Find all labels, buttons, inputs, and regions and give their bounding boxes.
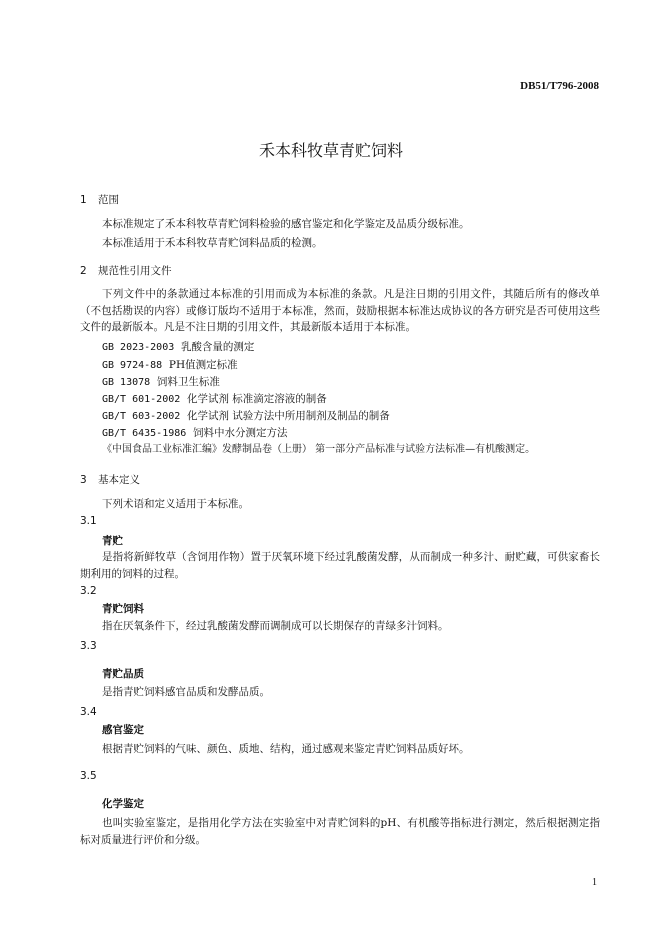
section-3-title: 基本定义	[98, 474, 140, 486]
section-1-heading	[80, 192, 119, 207]
definition-term: 青贮	[102, 535, 123, 547]
section-3-heading	[80, 472, 140, 487]
section-2-intro: 下列文件中的条款通过本标准的引用而成为本标准的条款。凡是注日期的引用文件，其随后所有的修改单（不包括勘误的内容）或修订版均不适用于本标准，然而，鼓励根据本标准达成协议的各方研究是否可使用这些文件的最新版本。凡是不注日期的引用文件，其最新版本适用于本标准。	[80, 288, 600, 333]
section-1-para-2: 本标准适用于禾本科牧草青贮饲料品质的检测。	[102, 237, 323, 249]
section-1-para-1: 本标准规定了禾本科牧草青贮饲料检验的感官鉴定和化学鉴定及品质分级标准。	[102, 218, 470, 230]
reference-code: GB/T 601-2002	[102, 394, 181, 405]
reference-item	[102, 374, 220, 392]
reference-item	[102, 339, 254, 357]
definition-text: 指在厌氧条件下，经过乳酸菌发酵而调制成可以长期保存的青绿多汁饲料。	[102, 620, 449, 632]
document-title: 禾本科牧草青贮饲料	[258, 141, 403, 160]
definition-number: 3.2	[80, 585, 97, 597]
reference-code: GB 2023-2003	[102, 342, 175, 353]
definition-term: 感官鉴定	[102, 724, 144, 736]
reference-name: 乳酸含量的测定	[180, 341, 255, 353]
section-3-intro: 下列术语和定义适用于本标准。	[102, 498, 249, 510]
reference-name: 化学试剂 标准滴定溶液的制备	[186, 393, 327, 405]
reference-code: GB 9724-88	[102, 360, 163, 371]
section-2-title: 规范性引用文件	[98, 265, 172, 277]
reference-item	[102, 357, 238, 375]
reference-item	[102, 425, 287, 443]
definition-number: 3.5	[80, 770, 97, 782]
definition-number: 3.4	[80, 706, 97, 718]
reference-code: GB 13078	[102, 377, 151, 388]
definition-text: 根据青贮饲料的气味、颜色、质地、结构，通过感观来鉴定青贮饲料品质好坏。	[102, 743, 470, 755]
definition-text: 是指将新鲜牧草（含饲用作物）置于厌氧环境下经过乳酸菌发酵，从而制成一种多汁、耐贮藏，可供家畜长期利用的饲料的过程。	[80, 551, 600, 580]
reference-code: GB/T 603-2002	[102, 411, 181, 422]
reference-name: 化学试剂 试验方法中所用制剂及制品的制备	[186, 410, 390, 422]
standard-code: DB51/T796-2008	[520, 80, 599, 92]
definition-text: 也叫实验室鉴定，是指用化学方法在实验室中对青贮饲料的pH、有机酸等指标进行测定，然后根据测定指标对质量进行评价和分级。	[80, 817, 600, 846]
section-1-number: 1	[80, 194, 87, 206]
reference-item	[102, 408, 390, 426]
definition-term: 化学鉴定	[102, 798, 144, 810]
definition-number: 3.1	[80, 515, 97, 527]
definition-term: 青贮饲料	[102, 603, 144, 615]
section-3-number: 3	[80, 474, 87, 486]
reference-name: 饲料卫生标准	[156, 376, 220, 388]
definition-term: 青贮品质	[102, 668, 144, 680]
definition-number: 3.3	[80, 640, 97, 652]
reference-name: 饲料中水分测定方法	[192, 427, 288, 439]
reference-item	[102, 391, 327, 409]
reference-item-last: 《中国食品工业标准汇编》发酵制品卷（上册） 第一部分产品标准与试验方法标准—有机酸测定。	[102, 444, 536, 455]
page-number: 1	[592, 877, 597, 888]
reference-code: GB/T 6435-1986	[102, 428, 187, 439]
reference-name: PH值测定标准	[168, 359, 238, 371]
definition-text: 是指青贮饲料感官品质和发酵品质。	[102, 686, 270, 698]
section-1-title: 范围	[98, 194, 119, 206]
section-2-number: 2	[80, 265, 87, 277]
section-2-heading	[80, 263, 172, 278]
